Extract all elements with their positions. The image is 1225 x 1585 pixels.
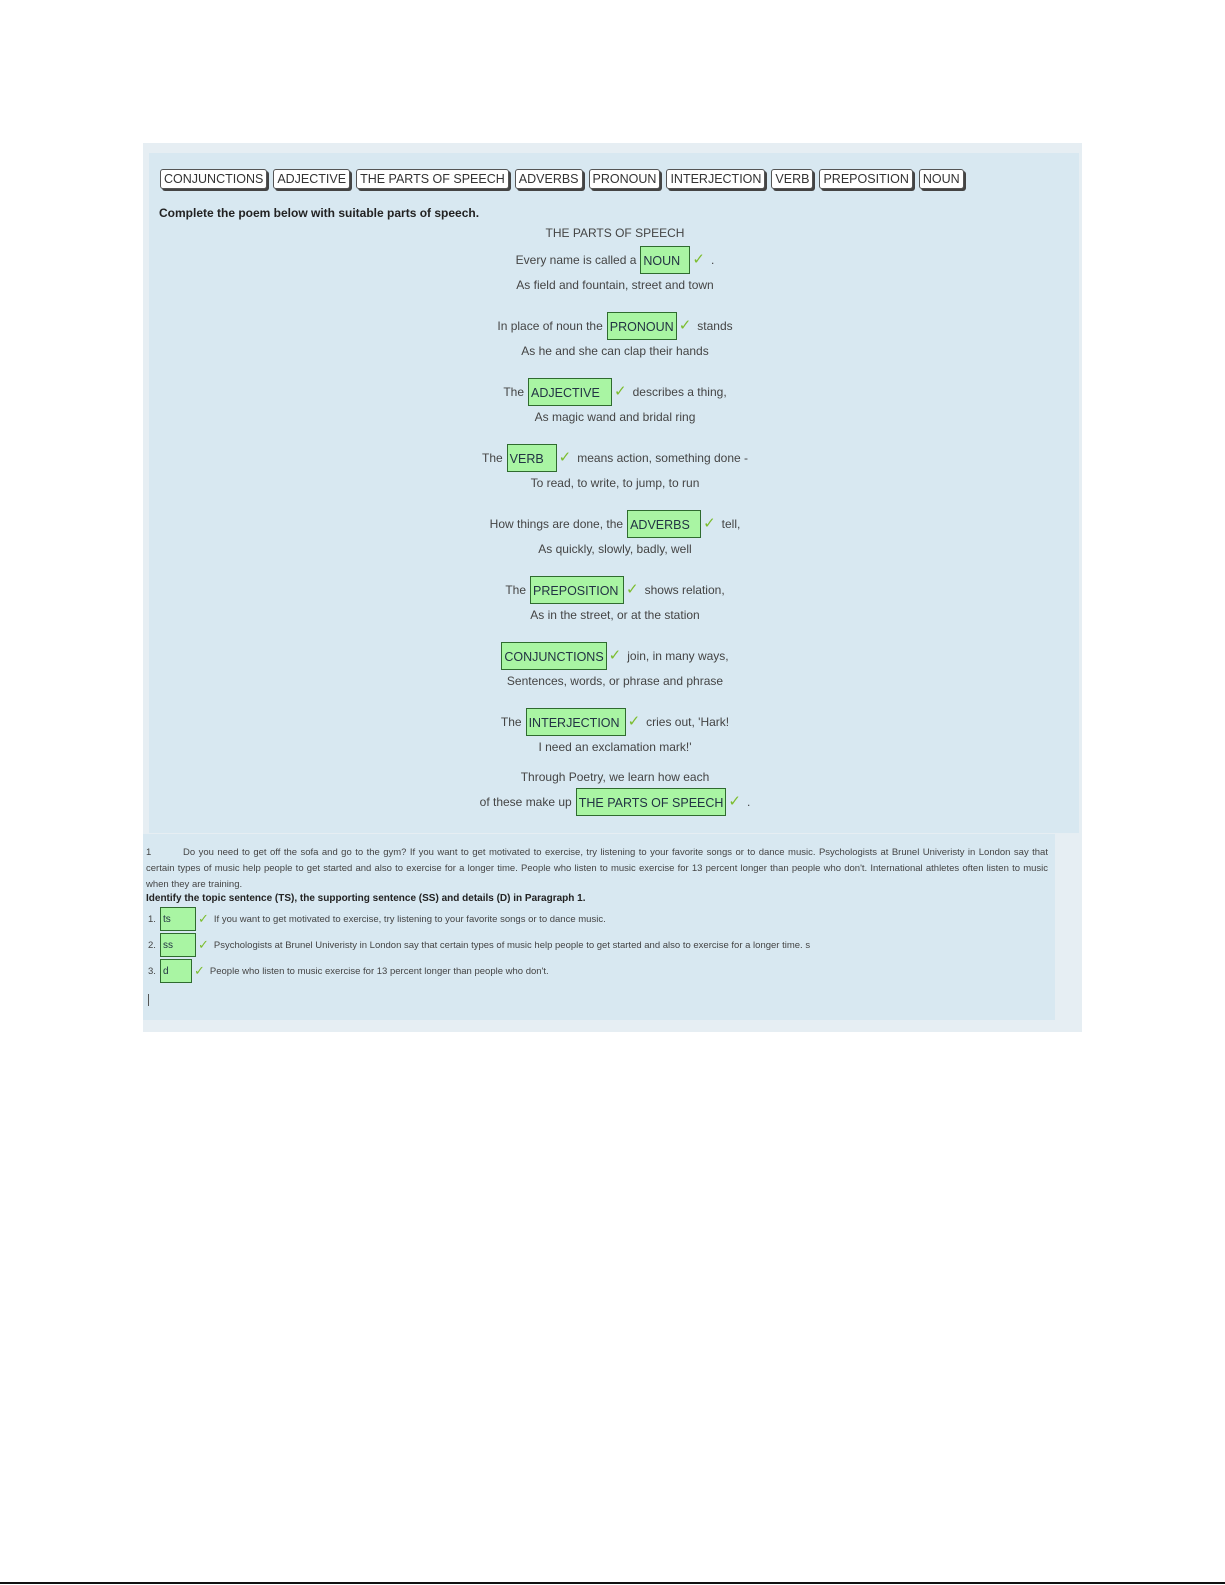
answer-box-preposition[interactable]: PREPOSITION (530, 576, 624, 604)
text-cursor (148, 994, 149, 1006)
identify-instruction: Identify the topic sentence (TS), the supporting sentence (SS) and details (D) in Paragraph 1. (146, 893, 586, 904)
answer-box-pronoun[interactable]: PRONOUN (607, 312, 677, 340)
poem-line: As he and she can clap their hands (521, 344, 709, 358)
stanza-8 (501, 706, 729, 756)
stanza-6 (505, 574, 724, 624)
check-icon: ✓ (614, 383, 627, 400)
poem-text: means action, something done - (577, 451, 749, 465)
answer-box-conjunctions[interactable]: CONJUNCTIONS (501, 642, 606, 670)
row-number: 1. (148, 913, 156, 925)
poem-text: The (481, 451, 503, 465)
poem-text: Every name is called a (515, 253, 637, 267)
poem-line: As quickly, slowly, badly, well (538, 542, 692, 556)
word-chip-pronoun[interactable]: PRONOUN (589, 169, 661, 189)
answer-box-interjection[interactable]: INTERJECTION (526, 708, 626, 736)
answer-box-ts[interactable]: ts (160, 907, 196, 931)
poem-text: . (747, 795, 751, 809)
check-icon: ✓ (198, 937, 209, 952)
poem-text: . (710, 253, 715, 267)
check-icon: ✓ (703, 515, 716, 532)
poem-line: I need an exclamation mark!' (538, 740, 692, 754)
stanza-3 (503, 376, 726, 426)
word-chip-adverbs[interactable]: ADVERBS (515, 169, 583, 189)
poem-line: As magic wand and bridal ring (534, 410, 696, 424)
answer-box-ss[interactable]: ss (160, 933, 196, 957)
check-icon: ✓ (558, 449, 572, 466)
answer-box-noun[interactable]: NOUN (640, 246, 690, 274)
word-chip-preposition[interactable]: PREPOSITION (819, 169, 912, 189)
stanza-1 (516, 244, 715, 294)
poem-text: How things are done, the (489, 517, 624, 531)
poem-line: To read, to write, to jump, to run (530, 476, 700, 490)
word-chip-interjection[interactable]: INTERJECTION (666, 169, 765, 189)
stanza-2 (497, 310, 732, 360)
poem-text: of these make up (479, 795, 572, 809)
word-bank (160, 169, 964, 189)
row-sentence: If you want to get motivated to exercise, try listening to your favorite songs or to dance music. (213, 913, 606, 925)
poem-line: Through Poetry, we learn how each (520, 770, 710, 784)
poem-title: THE PARTS OF SPEECH (545, 226, 685, 240)
word-chip-adjective[interactable]: ADJECTIVE (273, 169, 350, 189)
word-chip-parts-of-speech[interactable]: THE PARTS OF SPEECH (356, 169, 509, 189)
answer-box-adverbs[interactable]: ADVERBS (627, 510, 701, 538)
paragraph-text: Do you need to get off the sofa and go to the gym? If you want to get motivated to exercise, try listening to your favorite songs or to dance music. Psychologists at Brunel Univeristy in London say that certain types of music help people to get started and also to exercise for a longer time. People who listen to music exercise for 13 percent longer than people who don't. International athletes often listen to music when they are training. (146, 847, 1048, 890)
row-number: 2. (148, 939, 156, 951)
word-chip-verb[interactable]: VERB (771, 169, 813, 189)
stanza-5 (490, 508, 741, 558)
stanza-7 (501, 640, 728, 690)
poem-line: As field and fountain, street and town (516, 278, 714, 292)
check-icon: ✓ (627, 713, 641, 730)
stanza-9 (480, 768, 751, 818)
check-icon: ✓ (198, 911, 209, 926)
poem-text: In place of noun the (497, 319, 603, 333)
row-number: 3. (148, 965, 156, 977)
poem (150, 225, 1080, 834)
poem-text: The (503, 385, 525, 399)
row-sentence: People who listen to music exercise for 13 percent longer than people who don't. (209, 965, 549, 977)
row-sentence: Psychologists at Brunel Univeristy in London say that certain types of music help people to get started and also to exercise for a longer time. s (213, 939, 811, 951)
paragraph-1 (146, 845, 1048, 893)
poem-text: stands (697, 319, 733, 333)
poem-text: tell, (721, 517, 741, 531)
check-icon: ✓ (728, 793, 741, 810)
identify-row (148, 933, 810, 957)
check-icon: ✓ (626, 581, 639, 598)
poem-line: As in the street, or at the station (530, 608, 700, 622)
check-icon: ✓ (194, 963, 205, 978)
page-bottom-rule (0, 1582, 1225, 1584)
check-icon: ✓ (678, 317, 692, 334)
poem-text: join, in many ways, (627, 649, 729, 663)
poem-text: describes a thing, (632, 385, 727, 399)
word-chip-noun[interactable]: NOUN (919, 169, 964, 189)
poem-text: cries out, 'Hark! (646, 715, 730, 729)
poem-text: The (500, 715, 522, 729)
answer-box-verb[interactable]: VERB (507, 444, 557, 472)
poem-text: The (505, 583, 527, 597)
check-icon: ✓ (692, 251, 705, 268)
instruction-text: Complete the poem below with suitable parts of speech. (159, 206, 480, 220)
paragraph-number: 1 (146, 847, 152, 858)
poem-text: shows relation, (644, 583, 725, 597)
answer-box-adjective[interactable]: ADJECTIVE (528, 378, 612, 406)
answer-box-parts-of-speech[interactable]: THE PARTS OF SPEECH (576, 788, 727, 816)
word-chip-conjunctions[interactable]: CONJUNCTIONS (160, 169, 267, 189)
stanza-4 (482, 442, 748, 492)
identify-row (148, 959, 549, 983)
identify-row (148, 907, 606, 931)
poem-line: Sentences, words, or phrase and phrase (506, 674, 724, 688)
check-icon: ✓ (608, 647, 622, 664)
answer-box-d[interactable]: d (160, 959, 192, 983)
